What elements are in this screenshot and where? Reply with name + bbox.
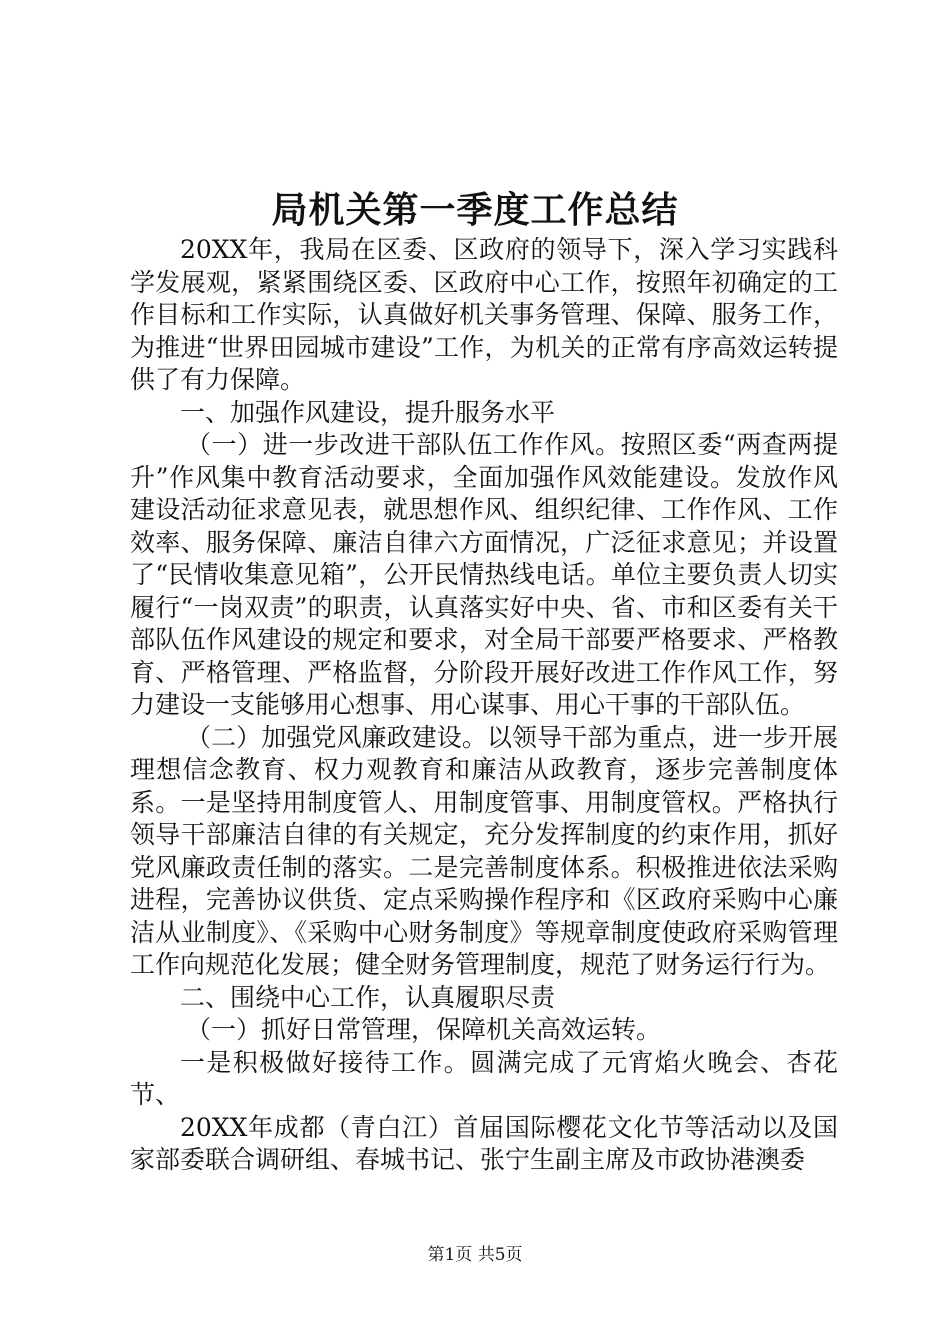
document-title: 局机关第一季度工作总结 <box>271 189 679 231</box>
intro-paragraph: 20XX年，我局在区委、区政府的领导下，深入学习实践科学发展观，紧紧围绕区委、区政府中心工作，按照年初确定的工作目标和工作实际，认真做好机关事务管理、保障、服务工作，为推进“世界田园城市建设”工作，为机关的正常有序高效运转提供了有力保障。 <box>130 235 838 394</box>
events-paragraph: 20XX年成都（青白江）首届国际樱花文化节等活动以及国家部委联合调研组、春城书记、张宁生副主席及市政协港澳委 <box>130 1112 838 1174</box>
subsection-1-1-paragraph: （一）进一步改进干部队伍工作作风。按照区委“两查两提升”作风集中教育活动要求，全面加强作风效能建设。发放作风建设活动征求意见表，就思想作风、组织纪律、工作作风、工作效率、服务保障、廉洁自律六方面情况，广泛征求意见；并设置了“民情收集意见箱”，公开民情热线电话。单位主要负责人切实履行“一岗双责”的职责，认真落实好中央、省、市和区委有关干部队伍作风建设的规定和要求，对全局干部要严格要求、严格教育、严格管理、严格监督，分阶段开展好改进工作作风工作，努力建设一支能够用心想事、用心谋事、用心干事的干部队伍。 <box>130 430 838 719</box>
subsection-2-1-heading: （一）抓好日常管理，保障机关高效运转。 <box>186 1015 662 1044</box>
page-number-footer: 第1页 共5页 <box>427 1245 523 1265</box>
document-body <box>130 234 838 1177</box>
reception-work-paragraph: 一是积极做好接待工作。圆满完成了元宵焰火晚会、杏花节、 <box>130 1047 838 1109</box>
subsection-1-2-paragraph: （二）加强党风廉政建设。以领导干部为重点，进一步开展理想信念教育、权力观教育和廉洁从政教育，逐步完善制度体系。一是坚持用制度管人、用制度管事、用制度管权。严格执行领导干部廉洁自律的有关规定，充分发挥制度的约束作用，抓好党风廉政责任制的落实。二是完善制度体系。积极推进依法采购进程，完善协议供货、定点采购操作程序和《区政府采购中心廉洁从业制度》、《采购中心财务制度》等规章制度使政府采购管理工作向规范化发展；健全财务管理制度，规范了财务运行行为。 <box>130 722 838 979</box>
section-heading-1: 一、加强作风建设，提升服务水平 <box>180 397 556 427</box>
section-heading-2: 二、围绕中心工作，认真履职尽责 <box>180 982 556 1012</box>
